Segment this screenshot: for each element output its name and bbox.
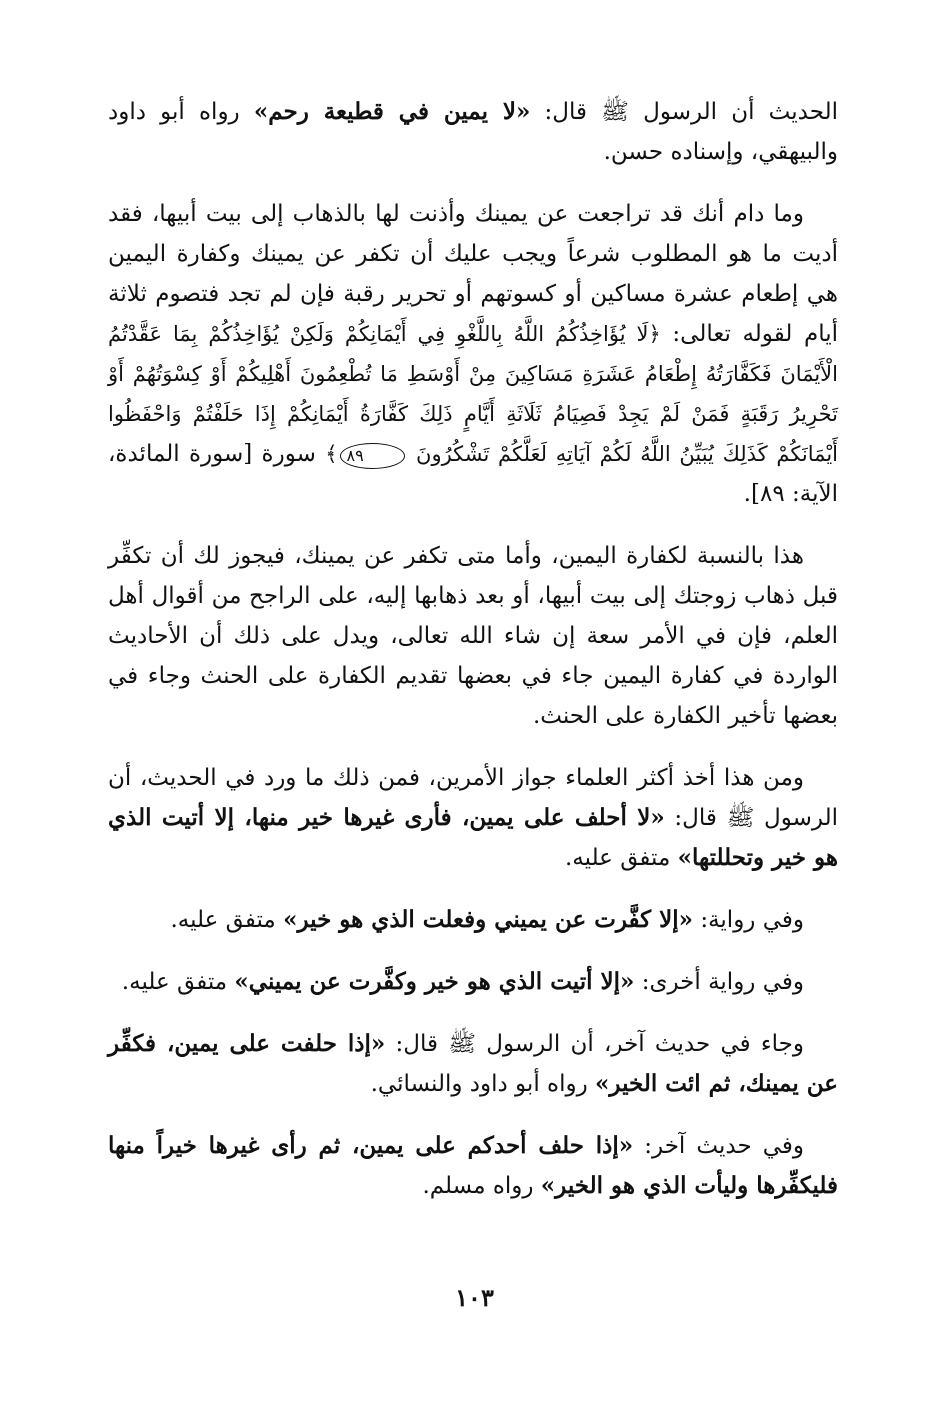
paragraph-2 xyxy=(108,194,838,514)
hadith-quote: «إذا حلف أحدكم على يمين، ثم رأى غيرها خيراً منها فليكفِّرها وليأت الذي هو الخير» xyxy=(108,1132,838,1199)
paragraph-6 xyxy=(108,962,838,1002)
paragraph-6-text: وفي رواية أخرى: xyxy=(634,969,804,995)
hadith-quote: «إلا أتيت الذي هو خير وكفَّرت عن يميني» xyxy=(234,968,635,995)
paragraph-1-text: الحديث أن الرسول ﷺ قال: xyxy=(530,99,838,125)
paragraph-7-text: وجاء في حديث آخر، أن الرسول ﷺ قال: xyxy=(385,1031,805,1057)
paragraph-6-citation: متفق عليه. xyxy=(121,969,235,995)
paragraph-8-text: وفي حديث آخر: xyxy=(633,1133,805,1159)
verse-closing-bracket: ﴾ xyxy=(325,442,338,466)
paragraph-5-citation: متفق عليه. xyxy=(170,907,284,933)
hadith-quote: «لا يمين في قطيعة رحم» xyxy=(253,98,531,125)
paragraph-5-text: وفي رواية: xyxy=(693,907,804,933)
paragraph-3 xyxy=(108,536,838,736)
paragraph-1-citation: رواه أبو داود والبيهقي، وإسناده حسن. xyxy=(108,99,838,165)
paragraph-1 xyxy=(108,92,838,172)
paragraph-7 xyxy=(108,1024,838,1104)
paragraph-8 xyxy=(108,1126,838,1206)
hadith-quote: «إذا حلفت على يمين، فكفِّر عن يمينك، ثم ائت الخير» xyxy=(108,1030,838,1097)
paragraph-4-citation: متفق عليه. xyxy=(564,845,678,871)
paragraph-2-text: وما دام أنك قد تراجعت عن يمينك وأذنت لها بالذهاب إلى بيت أبيها، فقد أديت ما هو المطلوب شرعاً ويجب عليك أن تكفر عن يمينك وكفارة اليمين هي إطعام عشرة مساكين أو كسوتهم أو تحرير رقبة فإن لم تجد فتصوم ثلاثة أيام لقوله تعالى: xyxy=(108,201,838,347)
paragraph-5 xyxy=(108,900,838,940)
paragraph-7-citation: رواه أبو داود والنسائي. xyxy=(370,1071,596,1097)
hadith-quote: «إلا كفَّرت عن يميني وفعلت الذي هو خير» xyxy=(283,906,694,933)
quran-verse: ﴿لَا يُؤَاخِذُكُمُ اللَّهُ بِاللَّغْوِ فِي أَيْمَانِكُمْ وَلَكِنْ يُؤَاخِذُكُمْ بِمَا عَقَّدْتُمُ الْأَيْمَانَ فَكَفَّارَتُهُ إِطْعَامُ عَشَرَةِ مَسَاكِينَ مِنْ أَوْسَطِ مَا تُطْعِمُونَ أَهْلِيكُمْ أَوْ كِسْوَتُهُمْ أَوْ تَحْرِيرُ رَقَبَةٍ فَمَنْ لَمْ يَجِدْ فَصِيَامُ ثَلَاثَةِ أَيَّامٍ ذَلِكَ كَفَّارَةُ أَيْمَانِكُمْ إِذَا حَلَفْتُمْ وَاحْفَظُوا أَيْمَانَكُمْ كَذَلِكَ يُبَيِّنُ اللَّهُ لَكُمْ آيَاتِهِ لَعَلَّكُمْ تَشْكُرُونَ xyxy=(108,322,838,466)
paragraph-4-text: ومن هذا أخذ أكثر العلماء جواز الأمرين، فمن ذلك ما ورد في الحديث، أن الرسول ﷺ قال: xyxy=(108,765,838,831)
paragraph-8-citation: رواه مسلم. xyxy=(422,1173,541,1199)
page-body xyxy=(108,92,838,1228)
page-number: ١٠٣ xyxy=(455,1283,494,1312)
paragraph-4 xyxy=(108,758,838,878)
hadith-quote: «لا أحلف على يمين، فأرى غيرها خير منها، إلا أتيت الذي هو خير وتحللتها» xyxy=(108,804,838,871)
surah-citation: سورة [سورة المائدة، الآية: ٨٩]. xyxy=(108,441,838,507)
paragraph-3-text: هذا بالنسبة لكفارة اليمين، وأما متى تكفر عن يمينك، فيجوز لك أن تكفِّر قبل ذهاب زوجتك إلى بيت أبيها، أو بعد ذهابها إليه، على الراجح من أقوال أهل العلم، فإن في الأمر سعة إن شاء الله تعالى، ويدل على ذلك أن الأحاديث الواردة في كفارة اليمين جاء في بعضها تقديم الكفارة على الحنث وجاء في بعضها تأخير الكفارة على الحنث. xyxy=(108,543,838,729)
ayah-number-marker: ٨٩ xyxy=(340,443,405,469)
